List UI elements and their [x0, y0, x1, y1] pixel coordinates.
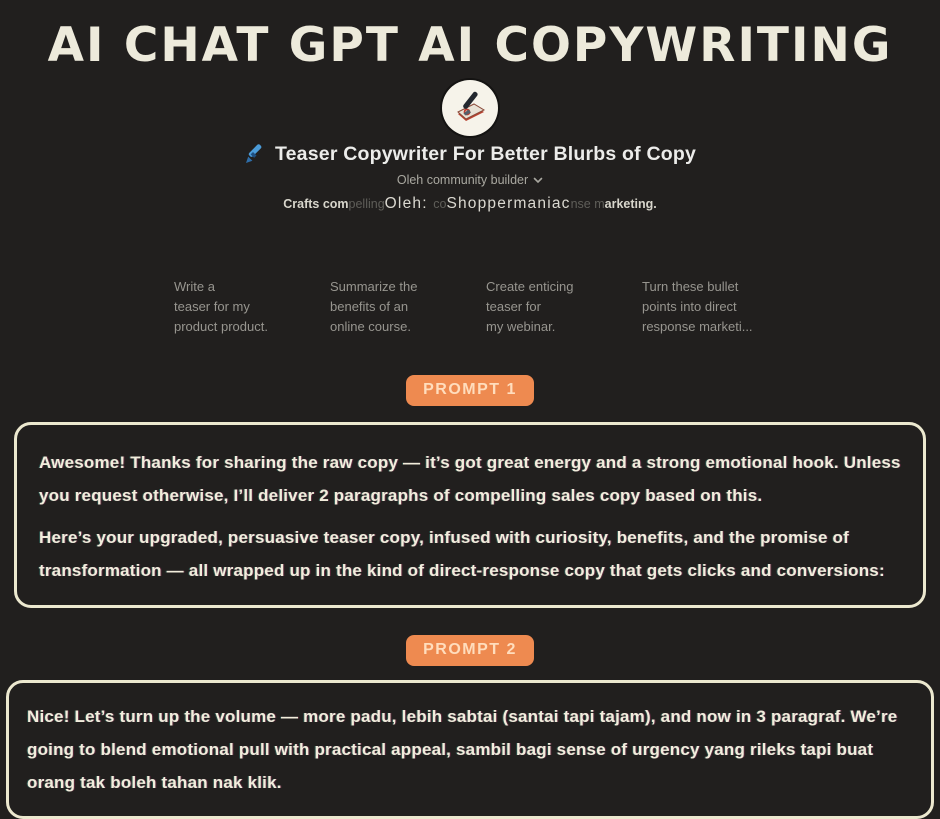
description-segment: pelling — [348, 197, 385, 211]
prompt-suggestions — [0, 277, 940, 337]
description-segment: co — [433, 197, 447, 211]
prompt-2-copy-box — [6, 680, 934, 819]
prompt-suggestion-line: Turn these bullet — [642, 279, 739, 294]
prompt-2-badge[interactable]: PROMPT 2 — [406, 635, 534, 666]
prompt-suggestion-line: points into direct — [642, 299, 737, 314]
gpt-avatar — [442, 80, 498, 136]
prompt-suggestion-line: benefits of an — [330, 299, 409, 314]
description-segment: Crafts com — [283, 197, 349, 211]
prompt-suggestion-line: teaser for my — [174, 299, 250, 314]
prompt-suggestion-line: online course. — [330, 319, 411, 334]
prompt-suggestion-line: Summarize the — [330, 279, 418, 294]
author-name-overlay: Oleh: — [384, 195, 434, 212]
description-segment: nse m — [570, 197, 605, 211]
blue-pen-icon — [244, 144, 265, 165]
prompt-suggestion-card[interactable] — [330, 277, 486, 337]
prompt-1-paragraph-1: Awesome! Thanks for sharing the raw copy — it’s got great energy and a strong emotional hook. Unless you request otherwise, I’ll deliver 2 paragraphs of compelling sales copy based on this. — [39, 453, 901, 505]
chevron-down-icon[interactable] — [533, 176, 543, 184]
prompt-suggestion-line: my webinar. — [486, 319, 556, 334]
prompt-suggestion-line: product product. — [174, 319, 268, 334]
prompt-suggestion-line: Write a — [174, 279, 215, 294]
prompt-suggestion-line: Create enticing — [486, 279, 574, 294]
byline-label: Oleh community builder — [396, 173, 529, 187]
gpt-title: Teaser Copywriter For Better Blurbs of Copy — [274, 143, 697, 165]
highlight-3-paragraf: 3 paragraf — [756, 707, 841, 726]
prompt-suggestion-card[interactable] — [642, 277, 798, 337]
prompt-1-badge[interactable]: PROMPT 1 — [406, 375, 534, 406]
prompt-suggestion-card[interactable] — [174, 277, 330, 337]
gpt-description-overlap — [0, 195, 940, 213]
prompt-suggestion-card[interactable] — [486, 277, 642, 337]
page-title: AI CHAT GPT AI COPYWRITING — [47, 18, 893, 73]
prompt-2-paragraph: Nice! Let’s turn up the volume — more padu, lebih sabtai (santai tapi tajam), and now in 3 paragraf. We’re going to blend emotional pull with practical appeal, sambil bagi sense of urgency yang rileks tapi buat orang tak boleh tahan nak klik. — [27, 707, 898, 792]
gpt-byline[interactable] — [0, 173, 940, 187]
prompt-1-copy-box — [14, 422, 926, 608]
description-segment: arketing. — [604, 197, 657, 211]
pen-on-book-icon — [450, 88, 490, 128]
prompt-suggestion-line: response marketi... — [642, 319, 753, 334]
prompt-1-paragraph-2: Here’s your upgraded, persuasive teaser copy, infused with curiosity, benefits, and the promise of transformation — all wrapped up in the kind of direct-response copy that gets clicks and conversions: — [39, 528, 885, 580]
author-name-overlay: Shoppermaniac — [446, 195, 571, 212]
highlight-2-paragraphs: 2 paragraphs — [319, 486, 429, 505]
prompt-suggestion-line: teaser for — [486, 299, 541, 314]
